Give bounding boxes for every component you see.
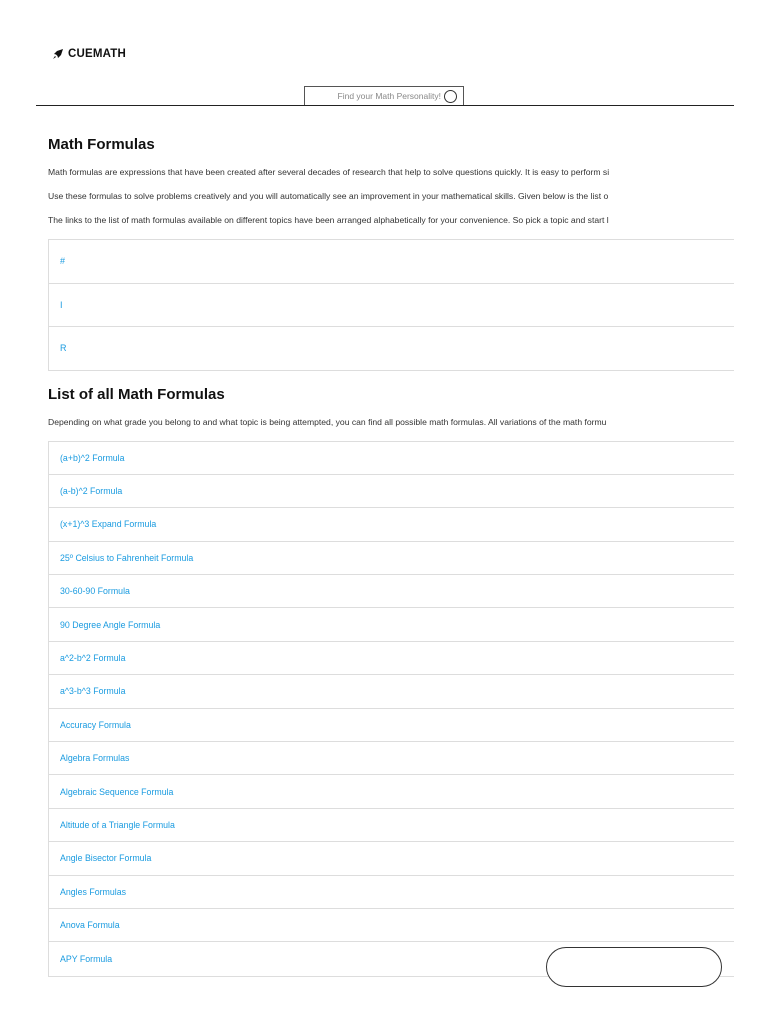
formula-row[interactable] [49,442,734,475]
circle-icon [444,90,457,103]
formula-row[interactable] [49,675,734,708]
formula-link[interactable]: 30-60-90 Formula [60,586,130,597]
letter-row[interactable] [49,240,734,284]
floating-action-pill[interactable] [546,947,722,987]
formula-link[interactable]: Accuracy Formula [60,719,131,730]
cuemath-logo[interactable] [52,48,126,60]
formula-list-table [48,441,734,977]
letter-row[interactable] [49,327,734,370]
page-title: Math Formulas [48,136,155,153]
formula-row[interactable] [49,709,734,742]
formula-link[interactable]: Angles Formulas [60,886,127,897]
formula-link[interactable]: Algebra Formulas [60,753,130,764]
formula-link[interactable]: a^3-b^3 Formula [60,686,126,697]
formula-row[interactable] [49,876,734,909]
personality-label: Find your Math Personality! [337,91,441,101]
main-content [48,130,734,977]
formula-row[interactable] [49,842,734,875]
header-divider [36,105,734,106]
formula-row[interactable] [49,575,734,608]
formula-row[interactable] [49,542,734,575]
list-title: List of all Math Formulas [48,385,225,403]
formula-link[interactable]: Altitude of a Triangle Formula [60,819,175,830]
formula-link[interactable]: (x+1)^3 Expand Formula [60,519,157,530]
logo-text: CUEMATH [68,48,127,60]
letter-link[interactable]: R [60,343,67,354]
formula-row[interactable] [49,608,734,641]
intro-paragraph-1: Math formulas are expressions that have been created after several decades of research that help to solve questions quickly. It is easy to perform si [48,167,610,177]
formula-link[interactable]: Algebraic Sequence Formula [60,786,174,797]
formula-row[interactable] [49,775,734,808]
intro-paragraph-3: The links to the list of math formulas available on different topics have been arranged alphabetically for your convenience. So pick a topic and start l [48,215,609,225]
intro-paragraph-2: Use these formulas to solve problems creatively and you will automatically see an improvement in your mathematical skills. Given below is the list o [48,191,609,201]
formula-row[interactable] [49,508,734,541]
formula-link[interactable]: a^2-b^2 Formula [60,653,126,664]
formula-row[interactable] [49,909,734,942]
formula-link[interactable]: Angle Bisector Formula [60,853,152,864]
letter-link[interactable]: # [60,256,66,267]
formula-link[interactable]: 25º Celsius to Fahrenheit Formula [60,552,194,563]
list-intro: Depending on what grade you belong to and what topic is being attempted, you can find all possible math formulas. All variations of the math formu [48,416,607,427]
formula-row[interactable] [49,742,734,775]
formula-link[interactable]: Anova Formula [60,920,120,931]
formula-link[interactable]: (a-b)^2 Formula [60,486,123,497]
formula-row[interactable] [49,475,734,508]
formula-row[interactable] [49,642,734,675]
formula-row[interactable] [49,809,734,842]
formula-link[interactable]: (a+b)^2 Formula [60,452,125,463]
formula-link[interactable]: 90 Degree Angle Formula [60,619,161,630]
letter-row[interactable] [49,284,734,328]
formula-link[interactable]: APY Formula [60,954,113,965]
math-personality-button[interactable] [304,86,464,105]
rocket-icon [52,48,64,60]
letter-link[interactable]: I [60,299,63,310]
letter-index-table [48,239,734,371]
